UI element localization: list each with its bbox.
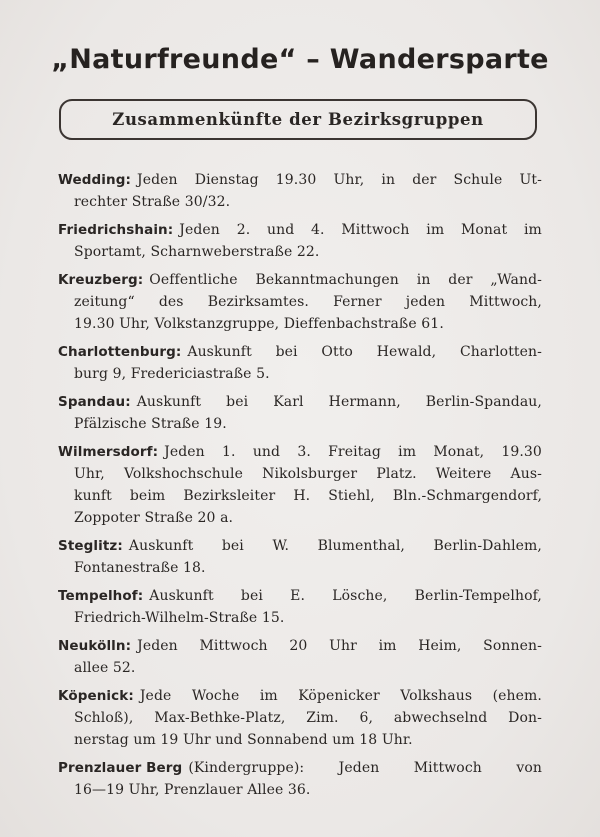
district-name: Neukölln: <box>58 638 132 654</box>
district-name: Friedrichshain: <box>58 222 174 238</box>
entry-line <box>58 779 542 801</box>
district-entry <box>58 757 542 801</box>
entry-line <box>58 441 542 463</box>
entry-line <box>58 507 542 529</box>
entry-text: Auskunft bei E. Lösche, Berlin-Tempelhof, <box>149 588 542 604</box>
entry-text: Pfälzische Straße 19. <box>74 416 227 432</box>
entry-line <box>58 391 542 413</box>
district-name: Köpenick: <box>58 688 134 704</box>
entry-text: Friedrich-Wilhelm-Straße 15. <box>74 610 285 626</box>
entry-line <box>58 463 542 485</box>
entry-text: rechter Straße 30/32. <box>74 194 231 210</box>
page-title: „Naturfreunde“ – Wandersparte <box>51 44 549 75</box>
entry-line <box>58 413 542 435</box>
district-name: Spandau: <box>58 394 131 410</box>
entry-text: Auskunft bei W. Blumenthal, Berlin-Dahlem, <box>128 538 542 554</box>
entry-line <box>58 269 542 291</box>
entry-line <box>58 341 542 363</box>
entry-text: Jeden Dienstag 19.30 Uhr, in der Schule Ut- <box>137 172 542 188</box>
entry-line <box>58 313 542 335</box>
district-name: Steglitz: <box>58 538 123 554</box>
entry-line <box>58 241 542 263</box>
district-entry <box>58 585 542 629</box>
district-entry <box>58 269 542 335</box>
entry-text: Uhr, Volkshochschule Nikolsburger Platz. Weitere Aus- <box>74 466 542 482</box>
district-name: Wilmersdorf: <box>58 444 159 460</box>
district-name: Wedding: <box>58 172 131 188</box>
district-entry <box>58 341 542 385</box>
entry-text: Auskunft bei Otto Hewald, Charlotten- <box>187 344 542 360</box>
subtitle: Zusammenkünfte der Bezirksgruppen <box>112 110 484 129</box>
entry-text: 19.30 Uhr, Volkstanzgruppe, Dieffenbachstraße 61. <box>74 316 444 332</box>
entry-text: zeitung“ des Bezirksamtes. Ferner jeden Mittwoch, <box>74 294 542 310</box>
entry-text: burg 9, Fredericiastraße 5. <box>74 366 270 382</box>
entry-line <box>58 635 542 657</box>
entry-line <box>58 291 542 313</box>
entry-text: Sportamt, Scharnweberstraße 22. <box>74 244 320 260</box>
entry-text: Jede Woche im Köpenicker Volkshaus (ehem. <box>139 688 542 704</box>
entry-line <box>58 557 542 579</box>
entry-text: allee 52. <box>74 660 136 676</box>
district-entry <box>58 685 542 751</box>
entry-text: Auskunft bei Karl Hermann, Berlin-Spandau, <box>136 394 542 410</box>
entry-text: Zoppoter Straße 20 a. <box>74 510 234 526</box>
entry-line <box>58 191 542 213</box>
district-entry <box>58 635 542 679</box>
subtitle-box <box>59 99 537 140</box>
entry-text: Fontanestraße 18. <box>74 560 206 576</box>
entry-line <box>58 729 542 751</box>
district-name: Charlottenburg: <box>58 344 182 360</box>
entry-text: Jeden 1. und 3. Freitag im Monat, 19.30 <box>164 444 542 460</box>
entry-line <box>58 757 542 779</box>
district-name: Kreuzberg: <box>58 272 144 288</box>
entry-text: nerstag um 19 Uhr und Sonnabend um 18 Uhr. <box>74 732 413 748</box>
district-name: Prenzlauer Berg <box>58 760 183 776</box>
entry-text: (Kindergruppe): Jeden Mittwoch von <box>188 760 542 776</box>
district-entry <box>58 441 542 529</box>
entry-line <box>58 657 542 679</box>
district-entry <box>58 391 542 435</box>
entry-line <box>58 485 542 507</box>
entry-line <box>58 363 542 385</box>
entry-text: 16—19 Uhr, Prenzlauer Allee 36. <box>74 782 311 798</box>
district-entry <box>58 169 542 213</box>
entry-line <box>58 585 542 607</box>
entry-line <box>58 219 542 241</box>
entry-line <box>58 685 542 707</box>
entry-text: kunft beim Bezirksleiter H. Stiehl, Bln.-Schmargendorf, <box>74 488 542 504</box>
district-entry <box>58 535 542 579</box>
district-entry <box>58 219 542 263</box>
entry-text: Schloß), Max-Bethke-Platz, Zim. 6, abwechselnd Don- <box>74 710 542 726</box>
entry-text: Jeden 2. und 4. Mittwoch im Monat im <box>179 222 542 238</box>
district-list <box>58 169 542 807</box>
district-name: Tempelhof: <box>58 588 144 604</box>
entry-text: Jeden Mittwoch 20 Uhr im Heim, Sonnen- <box>137 638 542 654</box>
entry-line <box>58 607 542 629</box>
entry-line <box>58 535 542 557</box>
entry-text: Oeffentliche Bekanntmachungen in der „Wand- <box>149 272 542 288</box>
entry-line <box>58 707 542 729</box>
entry-line <box>58 169 542 191</box>
